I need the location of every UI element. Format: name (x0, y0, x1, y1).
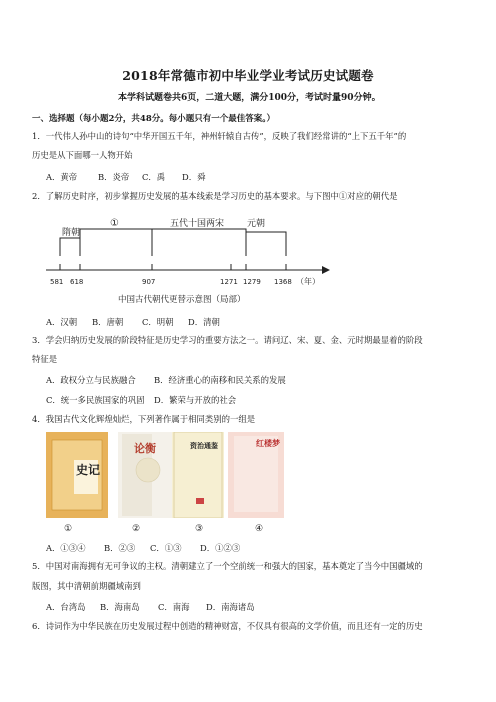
q4-stem-line1: 4．我国古代文化辉煌灿烂，下列著作属于相同类别的一组是 (32, 414, 256, 424)
timeline-caption: 中国古代朝代更替示意图（局部） (118, 295, 246, 305)
book-cover-lunheng (118, 432, 172, 518)
book-title-2: 论衡 (134, 442, 156, 455)
book-number-4: ④ (255, 524, 264, 534)
tick-label-year: （年） (296, 277, 320, 286)
q2-option-d: D．清朝 (188, 317, 220, 327)
book-title-1: 史记 (76, 463, 101, 477)
q2-option-b: B．唐朝 (92, 317, 124, 327)
q4-option-b: B．②③ (104, 543, 136, 553)
q5-option-c: C．南海 (158, 602, 190, 612)
timeline-label-yuan: 元朝 (247, 219, 266, 229)
timeline-label-sui: 隋朝 (62, 228, 81, 238)
q3-stem-line2: 特征是 (32, 354, 58, 364)
q4-option-d: D．①②③ (200, 543, 241, 553)
q5-option-b: B．海南岛 (100, 602, 140, 612)
q5-stem-line2: 版图，其中清朝前期疆域南到 (32, 581, 141, 591)
q1-option-b: B．炎帝 (98, 172, 130, 182)
q5-stem-line1: 5．中国对南海拥有无可争议的主权。清朝建立了一个空前统一和强大的国家，基本奠定了当今中国疆域的 (32, 561, 423, 571)
tick-label-581: 581 (50, 278, 64, 286)
book-cover-shiji (46, 432, 108, 518)
book-cover-hongloumeng (228, 432, 284, 518)
q1-stem-line1: 1．一代伟人孙中山的诗句“中华开国五千年，神州轩辕自古传”，反映了我们经常讲的“上下五千年”的 (32, 131, 407, 141)
q3-stem-line1: 3．学会归纳历史发展的阶段特征是历史学习的重要方法之一。请问辽、宋、夏、金、元时期最显着的阶段 (32, 335, 423, 345)
tick-label-1271: 1271 (220, 278, 238, 286)
q1-option-c: C．禹 (142, 172, 166, 182)
exam-title: 2018年常德市初中毕业学业考试历史试题卷 (122, 68, 374, 83)
q3-option-c: C．统一多民族国家的巩固 (46, 395, 145, 405)
book-number-1: ① (64, 524, 73, 534)
tick-label-907: 907 (142, 278, 156, 286)
timeline-label-blank: ① (110, 218, 119, 229)
book-title-3: 资治通鉴 (190, 441, 218, 450)
section-heading: 一、选择题（每小题2分，共48分。每小题只有一个最佳答案。） (32, 114, 275, 124)
q6-stem-line1: 6．诗词作为中华民族在历史发展过程中创造的精神财富，不仅具有很高的文学价值，而且还有一定的历史 (32, 621, 423, 631)
timeline-label-song: 五代十国两宋 (170, 219, 225, 229)
q5-option-d: D．南海诸岛 (206, 602, 255, 612)
q1-option-a: A．黄帝 (46, 172, 78, 182)
q3-option-b: B．经济重心的南移和民关系的发展 (154, 375, 286, 385)
q1-option-d: D．舜 (182, 172, 206, 182)
q2-option-c: C．明朝 (142, 317, 174, 327)
q3-option-d: D．繁荣与开放的社会 (154, 395, 237, 405)
exam-subtitle: 本学科试题卷共6页，二道大题，满分100分，考试时量90分钟。 (118, 93, 381, 103)
book-cover-zizhitongjian (172, 432, 224, 518)
q2-option-a: A．汉朝 (46, 317, 78, 327)
book-title-4: 红楼梦 (256, 438, 280, 448)
tick-label-1279: 1279 (243, 278, 261, 286)
tick-label-1368: 1368 (274, 278, 292, 286)
q2-stem-line1: 2．了解历史时序，初步掌握历史发展的基本线索是学习历史的基本要求。与下图中①对应的朝代是 (32, 191, 398, 201)
q1-stem-line2: 历史是从下面哪一人物开始 (32, 150, 133, 160)
book-number-3: ③ (195, 524, 204, 534)
book-number-2: ② (132, 524, 141, 534)
q5-option-a: A．台湾岛 (46, 602, 86, 612)
q3-option-a: A．政权分立与民族融合 (46, 375, 136, 385)
tick-label-618: 618 (70, 278, 84, 286)
q4-option-c: C．①③ (150, 543, 182, 553)
q4-option-a: A．①③④ (46, 543, 86, 553)
